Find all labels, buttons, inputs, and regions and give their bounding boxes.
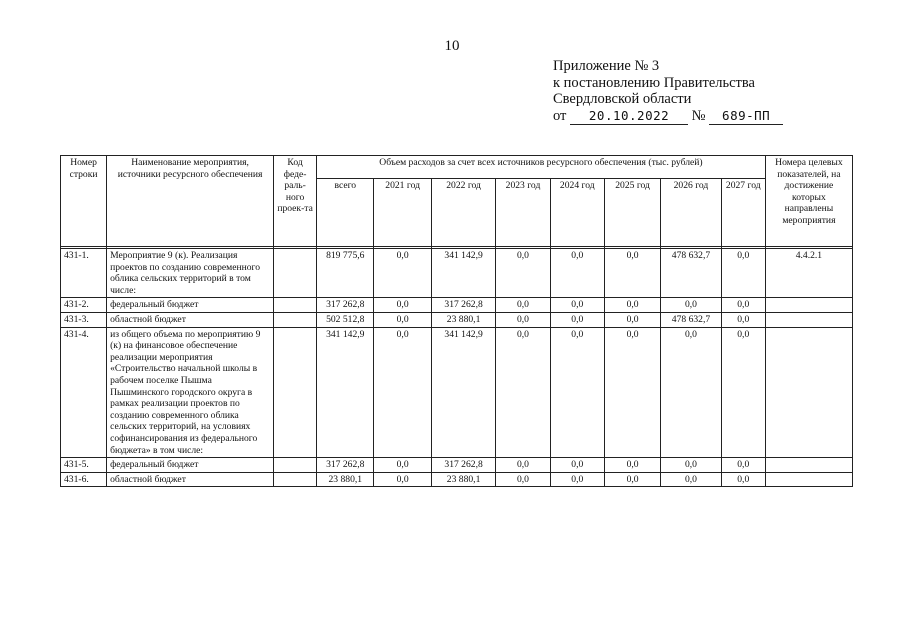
number-label: № (691, 107, 706, 124)
header-code: Код феде-раль-ного проек-та (274, 156, 317, 247)
row-2023: 0,0 (496, 327, 550, 458)
row-2021: 0,0 (374, 298, 431, 313)
row-code (274, 327, 317, 458)
row-code (274, 312, 317, 327)
row-code (274, 472, 317, 487)
row-code (274, 458, 317, 473)
header-2024: 2024 год (550, 179, 604, 247)
header-2026: 2026 год (661, 179, 721, 247)
row-total: 341 142,9 (317, 327, 374, 458)
table-row (61, 458, 853, 473)
row-2026: 0,0 (661, 472, 721, 487)
row-2025: 0,0 (604, 249, 660, 298)
row-2023: 0,0 (496, 249, 550, 298)
from-label: от (553, 107, 567, 124)
appendix-resolution: к постановлению Правительства (553, 74, 755, 91)
header-name: Наименование мероприятия, источники ресурсного обеспечения (107, 156, 274, 247)
row-2024: 0,0 (550, 312, 604, 327)
row-number: 431-6. (61, 472, 107, 487)
row-number: 431-2. (61, 298, 107, 313)
header-targets: Номера целевых показателей, на достижение которых направлены мероприятия (765, 156, 852, 247)
table-row (61, 312, 853, 327)
row-2027: 0,0 (721, 458, 765, 473)
row-2023: 0,0 (496, 312, 550, 327)
row-targets (765, 472, 852, 487)
row-code (274, 249, 317, 298)
row-targets (765, 458, 852, 473)
row-code (274, 298, 317, 313)
appendix-date-line (553, 108, 783, 126)
row-number: 431-3. (61, 312, 107, 327)
header-2021: 2021 год (374, 179, 431, 247)
resolution-date: 20.10.2022 (570, 108, 688, 126)
row-name: Мероприятие 9 (к). Реализация проектов по созданию современного облика сельских территорий в том числе: (107, 249, 274, 298)
appendix-header (553, 58, 783, 125)
row-total: 317 262,8 (317, 458, 374, 473)
header-2022: 2022 год (431, 179, 496, 247)
row-targets (765, 312, 852, 327)
table-row (61, 298, 853, 313)
row-2022: 341 142,9 (431, 327, 496, 458)
table-row (61, 249, 853, 298)
row-2023: 0,0 (496, 458, 550, 473)
row-2024: 0,0 (550, 298, 604, 313)
row-2022: 317 262,8 (431, 298, 496, 313)
row-total: 819 775,6 (317, 249, 374, 298)
row-2022: 341 142,9 (431, 249, 496, 298)
row-2022: 23 880,1 (431, 312, 496, 327)
header-expenses: Объем расходов за счет всех источников ресурсного обеспечения (тыс. рублей) (317, 156, 766, 179)
row-2024: 0,0 (550, 472, 604, 487)
row-2026: 478 632,7 (661, 249, 721, 298)
resolution-number: 689-ПП (709, 108, 783, 126)
header-2023: 2023 год (496, 179, 550, 247)
row-2023: 0,0 (496, 472, 550, 487)
row-2024: 0,0 (550, 458, 604, 473)
row-total: 502 512,8 (317, 312, 374, 327)
table-header-row (61, 156, 853, 179)
row-2022: 317 262,8 (431, 458, 496, 473)
row-total: 317 262,8 (317, 298, 374, 313)
row-2027: 0,0 (721, 472, 765, 487)
row-2025: 0,0 (604, 327, 660, 458)
row-targets (765, 298, 852, 313)
row-2021: 0,0 (374, 312, 431, 327)
header-2025: 2025 год (604, 179, 660, 247)
row-2026: 0,0 (661, 298, 721, 313)
expenses-table (60, 155, 853, 487)
row-2025: 0,0 (604, 312, 660, 327)
header-2027: 2027 год (721, 179, 765, 247)
row-name: областной бюджет (107, 312, 274, 327)
appendix-region: Свердловской области (553, 91, 692, 107)
row-2021: 0,0 (374, 458, 431, 473)
row-2025: 0,0 (604, 298, 660, 313)
row-2021: 0,0 (374, 249, 431, 298)
row-2024: 0,0 (550, 249, 604, 298)
appendix-title: Приложение № 3 (553, 58, 660, 74)
header-total: всего (317, 179, 374, 247)
row-2022: 23 880,1 (431, 472, 496, 487)
row-number: 431-5. (61, 458, 107, 473)
table-row (61, 327, 853, 458)
row-2021: 0,0 (374, 327, 431, 458)
page-number: 10 (444, 38, 460, 54)
row-2024: 0,0 (550, 327, 604, 458)
row-total: 23 880,1 (317, 472, 374, 487)
row-2027: 0,0 (721, 327, 765, 458)
row-2021: 0,0 (374, 472, 431, 487)
row-2027: 0,0 (721, 249, 765, 298)
row-targets (765, 327, 852, 458)
row-2026: 478 632,7 (661, 312, 721, 327)
table-row (61, 472, 853, 487)
row-name: из общего объема по мероприятию 9 (к) на финансовое обеспечение реализации мероприятия «Строительство начальной школы в рабочем поселке Пышма Пышминского городского округа в рамках реализации проектов по созданию современного облика сельских территорий, на условиях софинансирования из федерального бюджета» в том числе: (107, 327, 274, 458)
row-name: федеральный бюджет (107, 298, 274, 313)
row-2027: 0,0 (721, 312, 765, 327)
row-2025: 0,0 (604, 458, 660, 473)
row-name: областной бюджет (107, 472, 274, 487)
row-name: федеральный бюджет (107, 458, 274, 473)
row-number: 431-1. (61, 249, 107, 298)
row-2025: 0,0 (604, 472, 660, 487)
row-2027: 0,0 (721, 298, 765, 313)
row-2026: 0,0 (661, 327, 721, 458)
row-2023: 0,0 (496, 298, 550, 313)
row-number: 431-4. (61, 327, 107, 458)
row-2026: 0,0 (661, 458, 721, 473)
header-row-number: Номер строки (61, 156, 107, 247)
row-targets: 4.4.2.1 (765, 249, 852, 298)
